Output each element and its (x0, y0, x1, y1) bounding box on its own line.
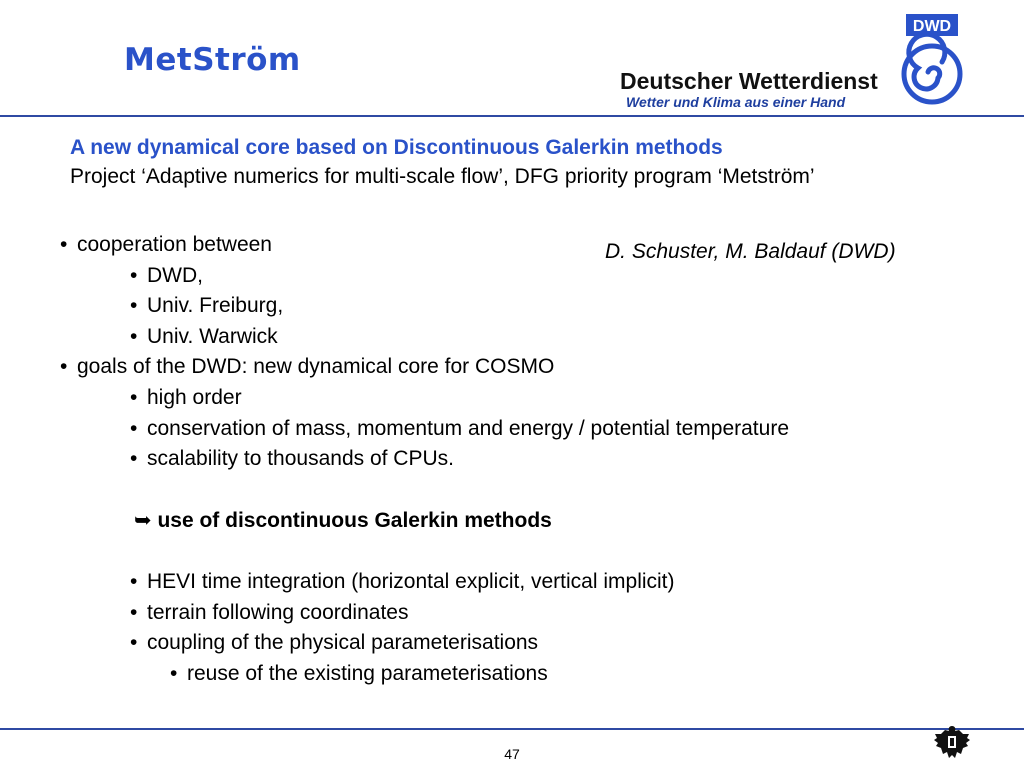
list-item (130, 601, 408, 625)
dwd-logo-swirl (909, 34, 945, 89)
slide-subline: Project ‘Adaptive numerics for multi-scale flow’, DFG priority program ‘Metström’ (70, 165, 815, 188)
org-tagline: Wetter und Klima aus einer Hand (626, 94, 846, 110)
footer-divider (0, 728, 1024, 730)
brand-title: MetStröm (124, 42, 301, 78)
header-divider (0, 115, 1024, 117)
dwd-logo (900, 14, 964, 106)
list-item-text: HEVI time integration (horizontal explicit, vertical implicit) (147, 570, 675, 593)
list-item-text: terrain following coordinates (147, 601, 409, 624)
conclusion-line (134, 509, 552, 533)
list-item (60, 233, 272, 257)
list-item-text: high order (147, 386, 242, 409)
list-item (130, 294, 283, 318)
bullet-marker: • (60, 233, 68, 256)
arrow-icon: ➥ (134, 509, 152, 532)
list-item-text: cooperation between (77, 233, 272, 256)
list-item-text: goals of the DWD: new dynamical core for COSMO (77, 355, 555, 378)
bullet-marker: • (130, 570, 138, 593)
list-item-text: DWD, (147, 264, 203, 287)
list-item (60, 355, 554, 379)
conclusion-text: use of discontinuous Galerkin methods (157, 509, 552, 532)
bullet-marker: • (130, 294, 138, 317)
bullet-marker: • (130, 386, 138, 409)
list-item (130, 417, 789, 441)
org-name: Deutscher Wetterdienst (620, 68, 878, 94)
slide-headline: A new dynamical core based on Discontinuous Galerkin methods (70, 136, 723, 159)
list-item-text: Univ. Warwick (147, 325, 278, 348)
bullet-marker: • (130, 601, 138, 624)
list-item (130, 631, 538, 655)
bullet-marker: • (130, 417, 138, 440)
list-item (130, 325, 278, 349)
bullet-marker: • (130, 325, 138, 348)
bullet-marker: • (130, 264, 138, 287)
bullet-marker: • (170, 662, 178, 685)
eagle-chest-inner (950, 738, 954, 746)
list-item (130, 386, 242, 410)
list-item (170, 662, 548, 686)
list-item (130, 264, 203, 288)
bullet-marker: • (130, 447, 138, 470)
list-item-text: Univ. Freiburg, (147, 294, 284, 317)
federal-eagle-icon (931, 722, 973, 764)
authors: D. Schuster, M. Baldauf (DWD) (605, 240, 896, 263)
list-item-text: scalability to thousands of CPUs. (147, 447, 454, 470)
dwd-logo-text: DWD (912, 18, 952, 35)
bullet-marker: • (130, 631, 138, 654)
list-item (130, 447, 454, 471)
list-item-text: reuse of the existing parameterisations (187, 662, 548, 685)
list-item-text: conservation of mass, momentum and energy / potential temperature (147, 417, 789, 440)
list-item (130, 570, 675, 594)
list-item-text: coupling of the physical parameterisations (147, 631, 539, 654)
page-number: 47 (504, 746, 520, 762)
bullet-marker: • (60, 355, 68, 378)
